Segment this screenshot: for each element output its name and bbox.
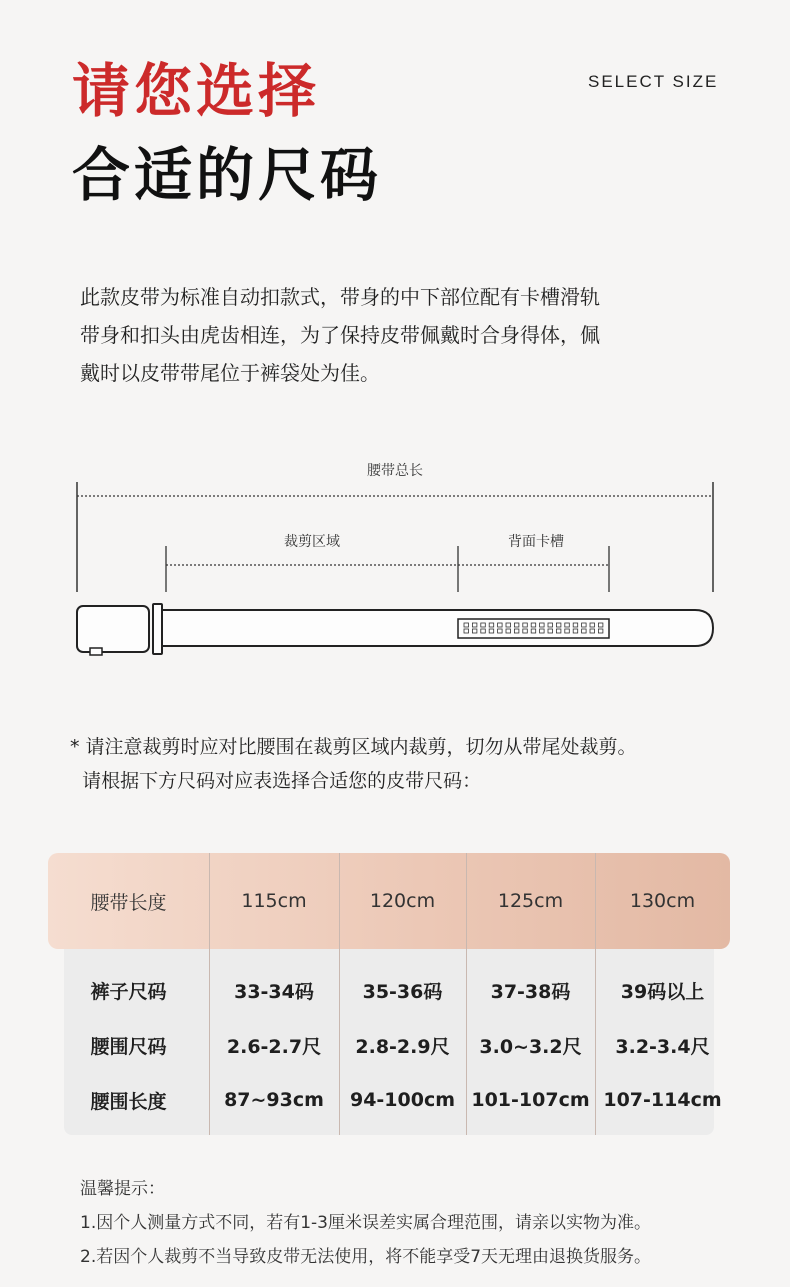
table-cell: 94-100cm bbox=[349, 1089, 456, 1111]
table-cell: 101-107cm bbox=[471, 1089, 590, 1111]
size-table bbox=[48, 853, 730, 1135]
table-cell: 2.8-2.9尺 bbox=[355, 1035, 450, 1058]
intro-line: 戴时以皮带带尾位于裤袋处为佳。 bbox=[80, 361, 380, 385]
header-cell: 125cm bbox=[497, 890, 564, 912]
note-line: * 请注意裁剪时应对比腰围在裁剪区域内裁剪，切勿从带尾处裁剪。 bbox=[70, 736, 637, 758]
table-header-row bbox=[48, 853, 730, 949]
header-cell: 115cm bbox=[241, 890, 307, 912]
cutting-note bbox=[70, 730, 637, 798]
belt-diagram bbox=[0, 440, 790, 670]
row-label: 裤子尺码 bbox=[90, 980, 167, 1003]
table-cell: 35-36码 bbox=[362, 980, 443, 1003]
table-row bbox=[48, 962, 730, 1018]
table-row bbox=[48, 1072, 730, 1128]
table-cell: 3.2-3.4尺 bbox=[615, 1035, 710, 1058]
back-slot-label: 背面卡槽 bbox=[508, 534, 564, 550]
belt-strap bbox=[162, 610, 713, 646]
header-cell: 130cm bbox=[629, 890, 696, 912]
table-cell: 39码以上 bbox=[620, 980, 705, 1003]
note-line: 请根据下方尺码对应表选择合适您的皮带尺码： bbox=[70, 770, 482, 792]
tips-section bbox=[80, 1172, 651, 1274]
buckle-clamp bbox=[153, 604, 162, 654]
tips-heading: 温馨提示： bbox=[80, 1179, 165, 1199]
table-cell: 107-114cm bbox=[603, 1089, 722, 1111]
row-label: 腰围尺码 bbox=[90, 1035, 167, 1058]
table-row bbox=[48, 1017, 730, 1073]
row-label: 腰围长度 bbox=[90, 1090, 167, 1113]
title-line-2: 合适的尺码 bbox=[72, 141, 383, 209]
header-cell: 120cm bbox=[369, 890, 436, 912]
table-cell: 37-38码 bbox=[490, 980, 571, 1003]
table-cell: 3.0~3.2尺 bbox=[479, 1035, 582, 1058]
intro-line: 带身和扣头由虎齿相连，为了保持皮带佩戴时合身得体，佩 bbox=[80, 323, 600, 347]
total-length-label: 腰带总长 bbox=[367, 463, 423, 479]
table-cell: 87~93cm bbox=[224, 1089, 324, 1111]
cut-area-label: 裁剪区域 bbox=[284, 534, 340, 550]
buckle-lever bbox=[90, 648, 102, 655]
table-cell: 2.6-2.7尺 bbox=[226, 1035, 322, 1058]
select-size-subtitle: SELECT SIZE bbox=[588, 72, 719, 91]
intro-paragraph bbox=[80, 278, 720, 392]
title-line-1: 请您选择 bbox=[72, 57, 321, 125]
intro-line: 此款皮带为标准自动扣款式，带身的中下部位配有卡槽滑轨 bbox=[80, 285, 600, 309]
header-cell: 腰带长度 bbox=[90, 891, 167, 914]
belt-buckle bbox=[77, 606, 149, 652]
tip-item: 1.因个人测量方式不同，若有1-3厘米误差实属合理范围，请亲以实物为准。 bbox=[80, 1213, 651, 1233]
table-cell: 33-34码 bbox=[234, 980, 314, 1003]
slot-rail bbox=[458, 619, 609, 638]
tip-item: 2.若因个人裁剪不当导致皮带无法使用，将不能享受7天无理由退换货服务。 bbox=[80, 1247, 652, 1267]
